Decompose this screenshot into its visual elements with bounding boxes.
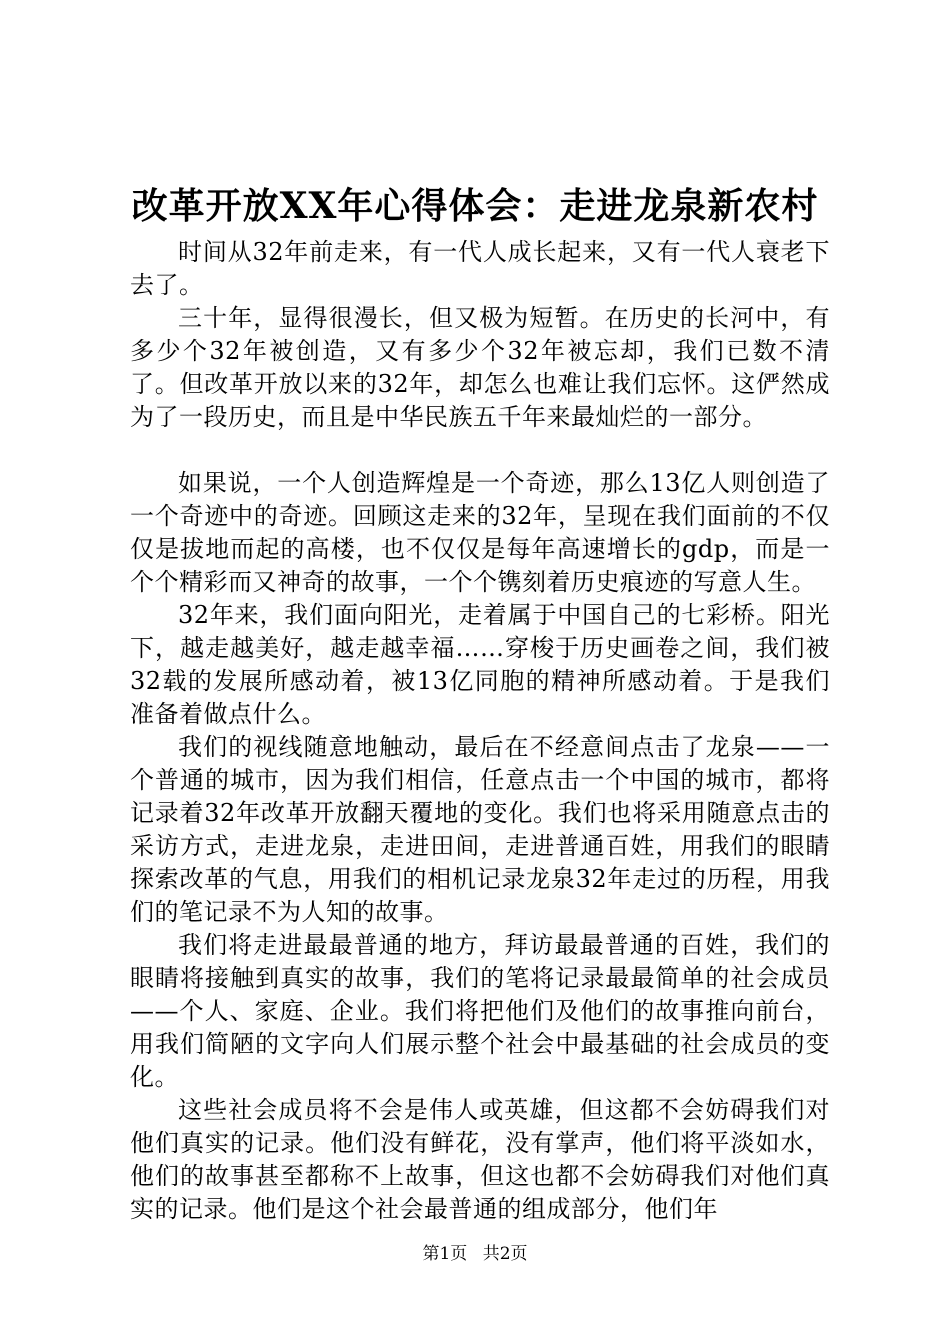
- document-title: 改革开放XX年心得体会：走进龙泉新农村: [131, 185, 819, 227]
- paragraph-4: 32年来，我们面向阳光，走着属于中国自己的七彩桥。阳光下，越走越美好，越走越幸福……穿梭于历史画卷之间，我们被32载的发展所感动着，被13亿同胞的精神所感动着。于是我们准备着做点什么。: [130, 601, 830, 728]
- page-total: 共2页: [482, 1244, 528, 1264]
- page-footer: [0, 1242, 950, 1266]
- paragraph-5: 我们的视线随意地触动，最后在不经意间点击了龙泉——一个普通的城市，因为我们相信，任意点击一个中国的城市，都将记录着32年改革开放翻天覆地的变化。我们也将采用随意点击的采访方式，走进龙泉，走进田间，走进普通百姓，用我们的眼睛探索改革的气息，用我们的相机记录龙泉32年走过的历程，用我们的笔记录不为人知的故事。: [130, 733, 830, 926]
- page-number: 第1页: [422, 1244, 468, 1264]
- paragraph-7: 这些社会成员将不会是伟人或英雄，但这都不会妨碍我们对他们真实的记录。他们没有鲜花，没有掌声，他们将平淡如水，他们的故事甚至都称不上故事，但这也都不会妨碍我们对他们真实的记录。他们是这个社会最普通的组成部分，他们年: [130, 1096, 830, 1223]
- paragraph-3: 如果说，一个人创造辉煌是一个奇迹，那么13亿人则创造了一个奇迹中的奇迹。回顾这走来的32年，呈现在我们面前的不仅仅是拔地而起的高楼，也不仅仅是每年高速增长的gdp，而是一个个精彩而又神奇的故事，一个个镌刻着历史痕迹的写意人生。: [130, 469, 830, 596]
- paragraph-2: 三十年，显得很漫长，但又极为短暂。在历史的长河中，有多少个32年被创造，又有多少个32年被忘却，我们已数不清了。但改革开放以来的32年，却怎么也难让我们忘怀。这俨然成为了一段历史，而且是中华民族五千年来最灿烂的一部分。: [130, 304, 830, 431]
- paragraph-6: 我们将走进最最普通的地方，拜访最最普通的百姓，我们的眼睛将接触到真实的故事，我们的笔将记录最最简单的社会成员——个人、家庭、企业。我们将把他们及他们的故事推向前台，用我们简陋的文字向人们展示整个社会中最基础的社会成员的变化。: [130, 931, 830, 1091]
- paragraph-1: 时间从32年前走来，有一代人成长起来，又有一代人衰老下去了。: [130, 238, 830, 299]
- document-body: [130, 236, 830, 1226]
